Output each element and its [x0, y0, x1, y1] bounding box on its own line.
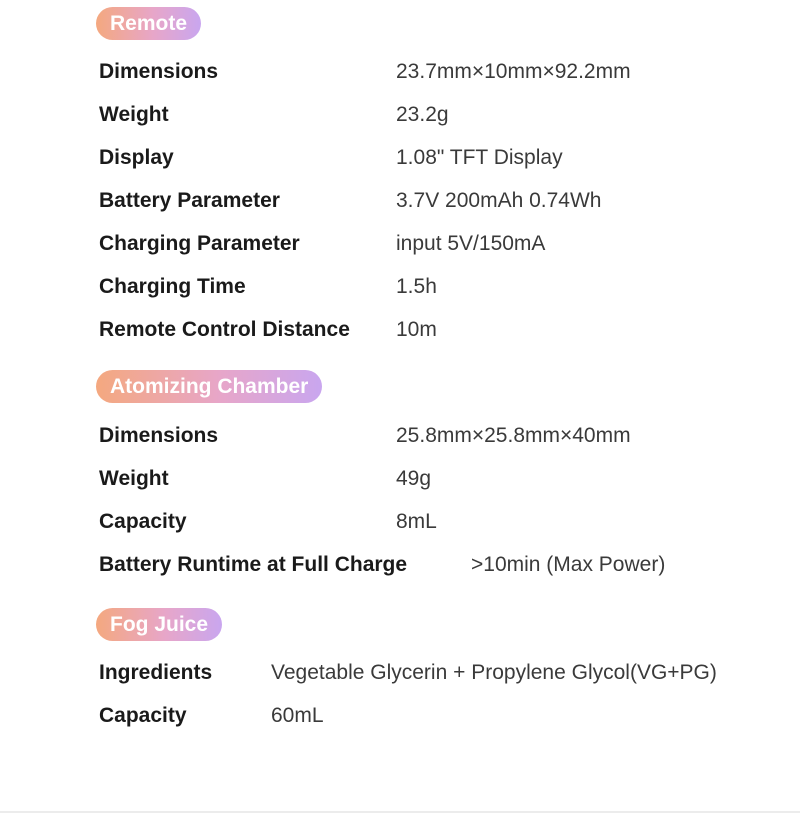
spec-label: Display: [99, 146, 174, 169]
spec-label: Remote Control Distance: [99, 318, 350, 341]
section-title-fog-juice: Fog Juice: [96, 608, 222, 641]
spec-value: 23.2g: [396, 103, 449, 126]
spec-label: Weight: [99, 103, 169, 126]
spec-value: Vegetable Glycerin + Propylene Glycol(VG+PG): [271, 661, 717, 684]
spec-label: Weight: [99, 467, 169, 490]
spec-value: input 5V/150mA: [396, 232, 546, 255]
spec-value: 25.8mm×25.8mm×40mm: [396, 424, 631, 447]
spec-value: 1.5h: [396, 275, 437, 298]
spec-label: Battery Runtime at Full Charge: [99, 553, 408, 576]
section-title-atomizing-chamber: Atomizing Chamber: [96, 370, 322, 403]
spec-label: Dimensions: [99, 424, 219, 447]
spec-value: 60mL: [271, 704, 324, 727]
spec-value: 8mL: [396, 510, 437, 533]
spec-label: Ingredients: [99, 661, 213, 684]
spec-label: Dimensions: [99, 60, 219, 83]
spec-value: 23.7mm×10mm×92.2mm: [396, 60, 631, 83]
spec-label: Charging Time: [99, 275, 246, 298]
spec-value: 1.08" TFT Display: [396, 146, 563, 169]
spec-value: 10m: [396, 318, 437, 341]
spec-value: >10min (Max Power): [471, 553, 666, 576]
spec-value: 3.7V 200mAh 0.74Wh: [396, 189, 602, 212]
spec-value: 49g: [396, 467, 432, 490]
spec-label: Capacity: [99, 510, 187, 533]
spec-label: Capacity: [99, 704, 187, 727]
section-title-remote: Remote: [96, 7, 201, 40]
spec-label: Charging Parameter: [99, 232, 300, 255]
spec-label: Battery Parameter: [99, 189, 280, 212]
